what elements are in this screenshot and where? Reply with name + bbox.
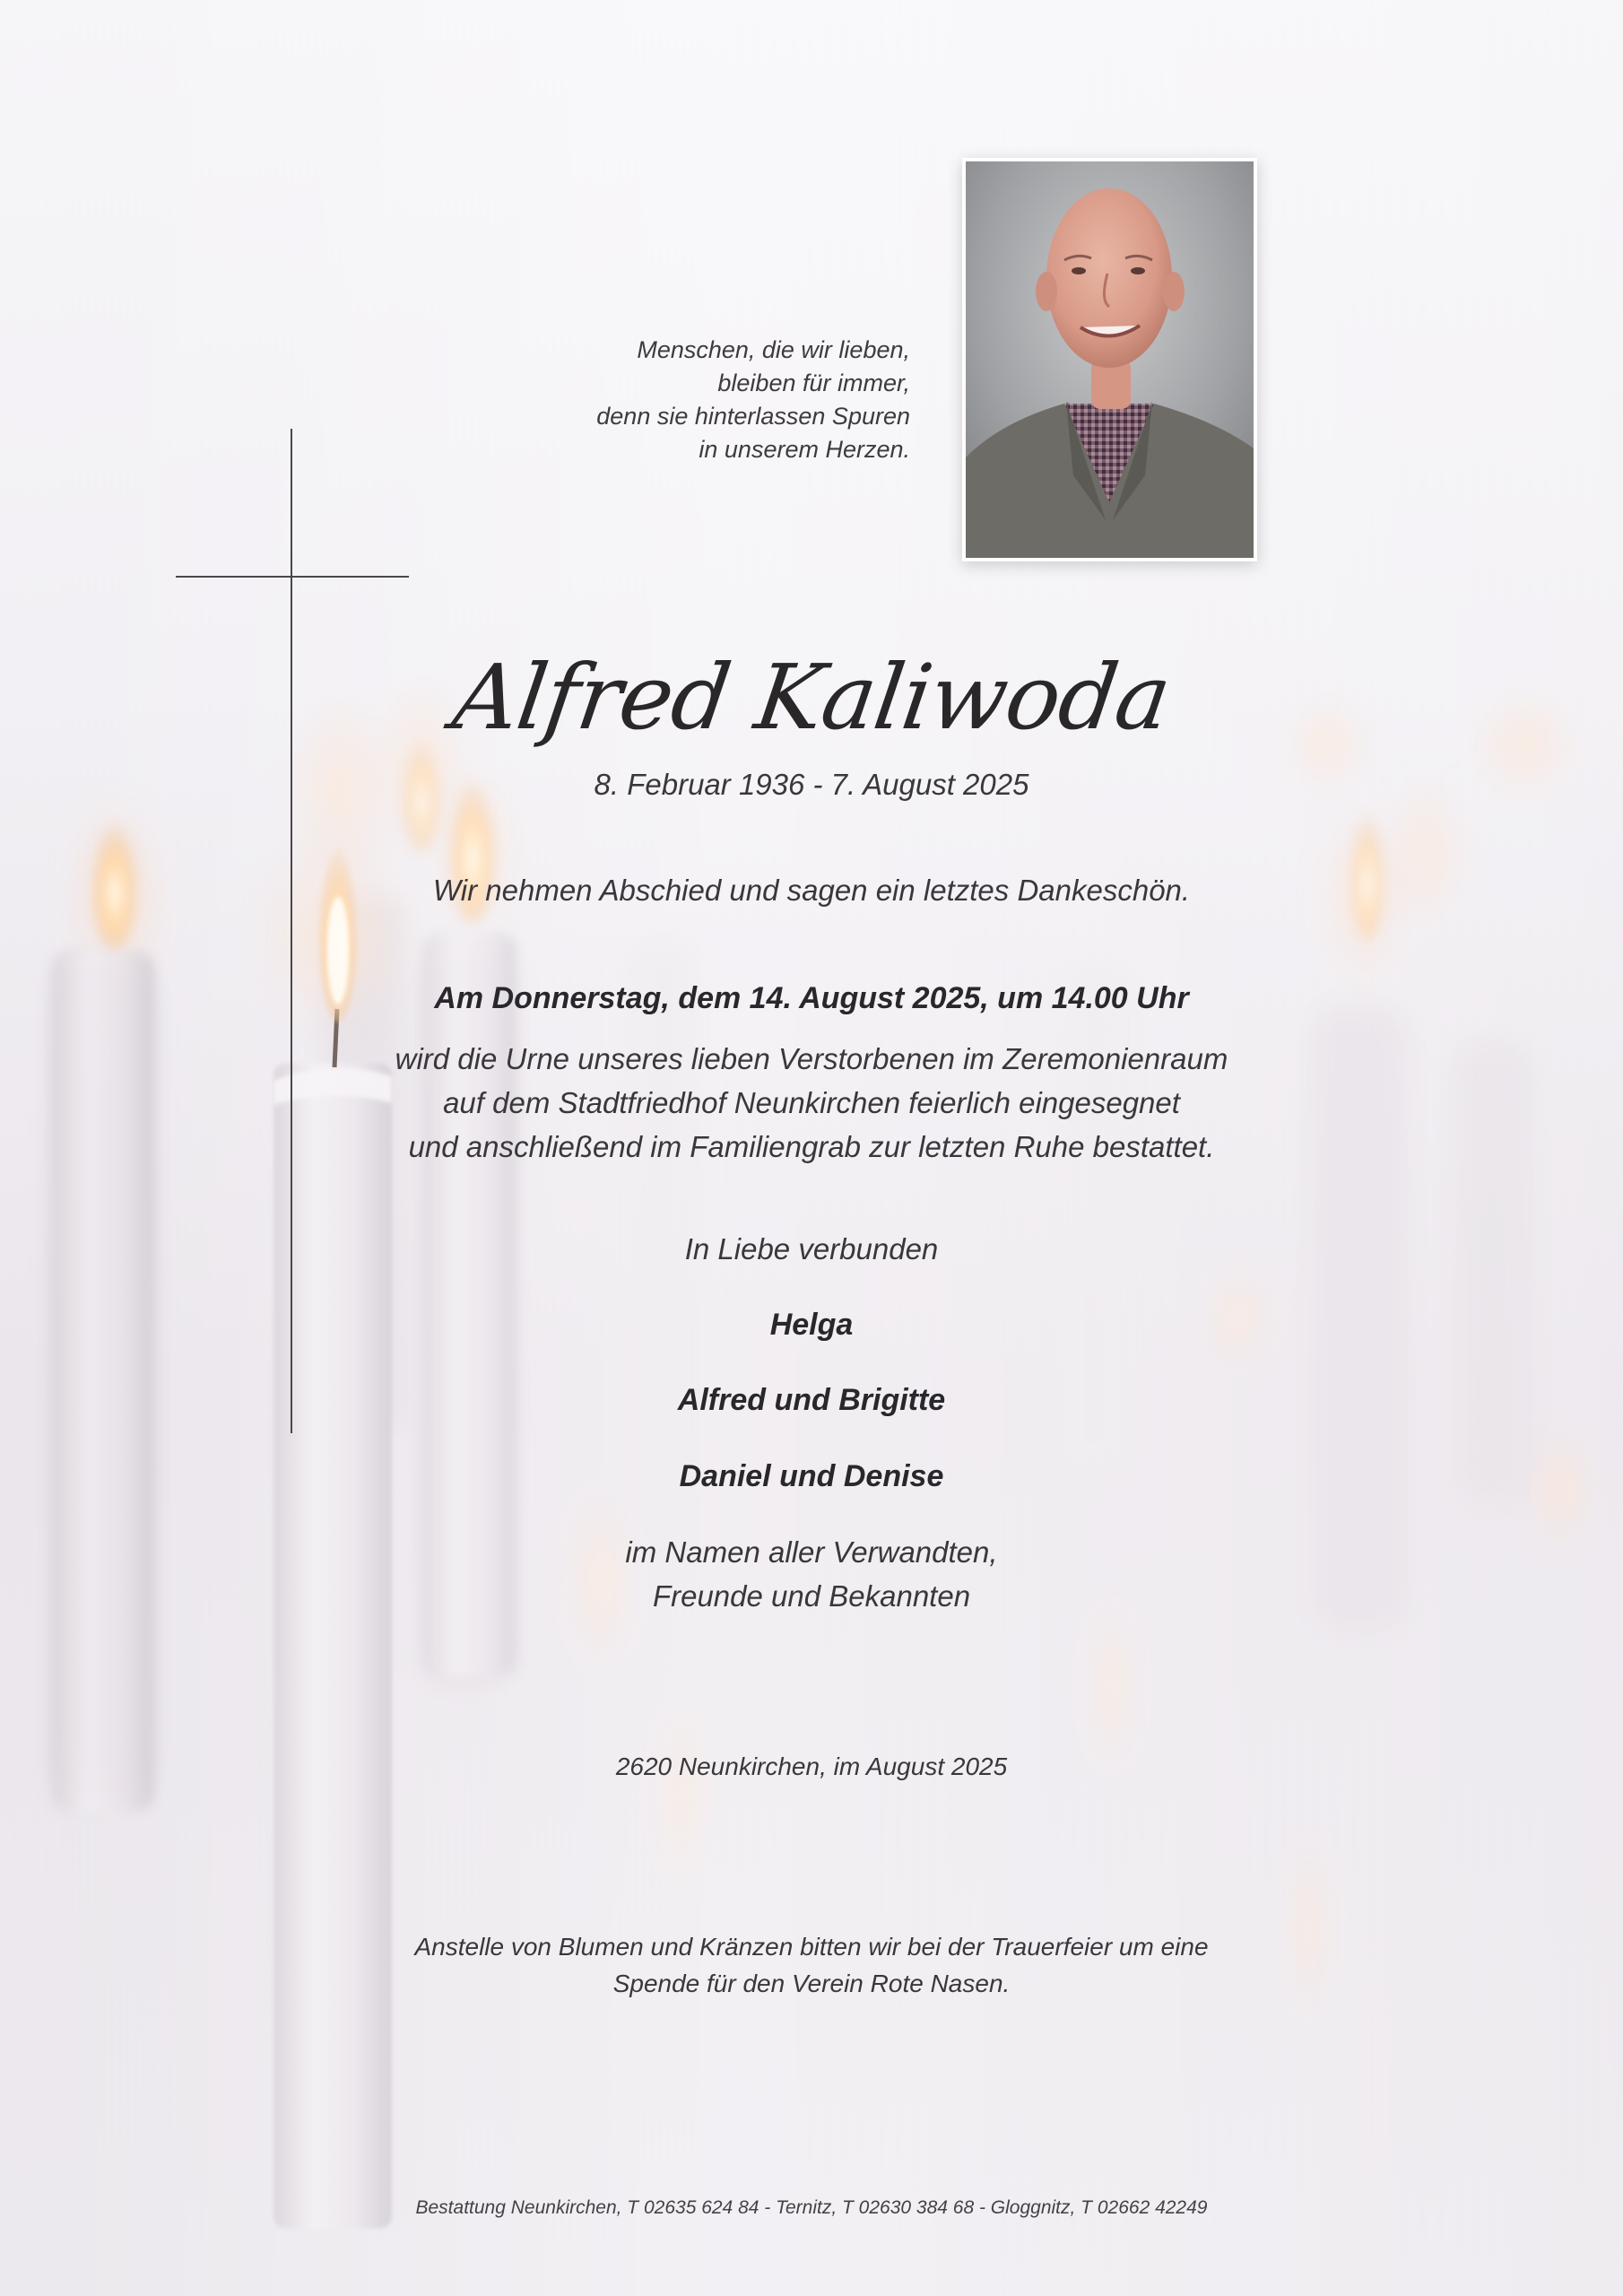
quote-line: in unserem Herzen. <box>699 436 910 463</box>
ceremony-line: wird die Urne unseres lieben Verstorbenen im Zeremonienraum <box>395 1042 1228 1075</box>
deceased-name: Alfred Kaliwoda <box>447 645 1176 750</box>
memorial-quote <box>502 334 910 466</box>
quote-line: bleiben für immer, <box>717 370 910 396</box>
cross-horizontal-line <box>176 576 409 578</box>
cross-vertical-line <box>291 429 292 1433</box>
mourner-name: Daniel und Denise <box>679 1459 944 1493</box>
donation-line: Spende für den Verein Rote Nasen. <box>612 1970 1011 1997</box>
farewell-line: Wir nehmen Abschied und sagen ein letztes Dankeschön. <box>432 874 1191 907</box>
ceremony-text <box>0 1037 1623 1169</box>
life-dates: 8. Februar 1936 - 7. August 2025 <box>594 768 1029 801</box>
ceremony-datetime: Am Donnerstag, dem 14. August 2025, um 14.00 Uhr <box>434 981 1189 1015</box>
mourners-behalf <box>0 1530 1623 1618</box>
behalf-line: im Namen aller Verwandten, <box>625 1535 998 1569</box>
portrait-image <box>966 161 1254 558</box>
behalf-line: Freunde und Bekannten <box>652 1579 971 1613</box>
place-and-date: 2620 Neunkirchen, im August 2025 <box>615 1752 1008 1780</box>
ceremony-line: und anschließend im Familiengrab zur letzten Ruhe bestattet. <box>408 1130 1215 1163</box>
quote-line: denn sie hinterlassen Spuren <box>596 403 910 430</box>
donation-line: Anstelle von Blumen und Kränzen bitten wir bei der Trauerfeier um eine <box>414 1933 1209 1961</box>
mourner-name: Alfred und Brigitte <box>677 1383 946 1417</box>
mourner-name: Helga <box>769 1308 854 1342</box>
portrait-photo <box>962 158 1257 561</box>
funeral-home-contacts: Bestattung Neunkirchen, T 02635 624 84 - Ternitz, T 02630 384 68 - Gloggnitz, T 02662 42249 <box>415 2197 1208 2218</box>
quote-line: Menschen, die wir lieben, <box>637 336 910 363</box>
donation-request <box>0 1928 1623 2002</box>
mourners-intro: In Liebe verbunden <box>684 1232 939 1265</box>
ceremony-line: auf dem Stadtfriedhof Neunkirchen feierlich eingesegnet <box>443 1086 1180 1119</box>
